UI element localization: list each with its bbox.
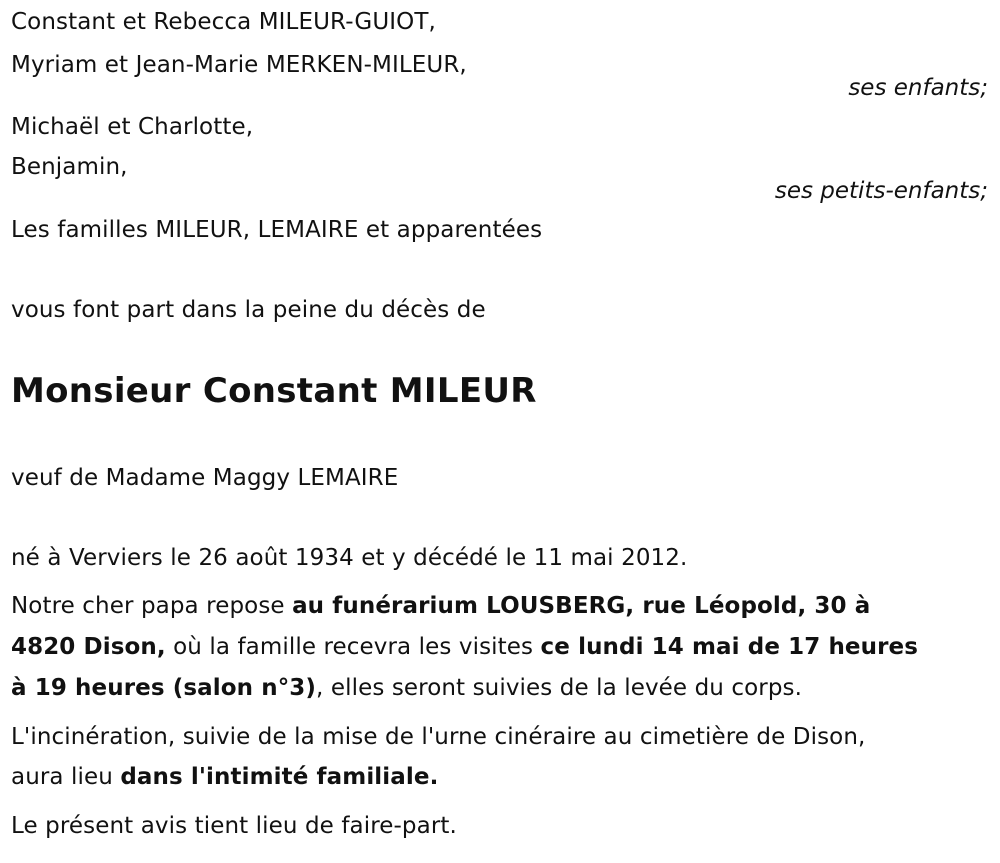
children-line-1: Constant et Rebecca MILEUR-GUIOT, (11, 9, 436, 35)
children-role: ses enfants; (848, 75, 988, 101)
visitation-text: Notre cher papa repose (11, 593, 293, 619)
cremation-line-2 (11, 763, 438, 792)
visitation-text: , elles seront suivies de la levée du corps. (316, 675, 803, 701)
children-line-2: Myriam et Jean-Marie MERKEN-MILEUR, (11, 52, 467, 78)
visitation-date: ce lundi 14 mai de 17 heures (540, 634, 919, 660)
grandchildren-line-2: Benjamin, (11, 154, 128, 180)
deceased-name: Monsieur Constant MILEUR (11, 371, 537, 411)
funeral-home-city: 4820 Dison, (11, 634, 166, 660)
birth-death-line: né à Verviers le 26 août 1934 et y décédé le 11 mai 2012. (11, 545, 688, 571)
visitation-line-1 (11, 592, 870, 621)
visitation-line-3 (11, 674, 802, 703)
visitation-text: où la famille recevra les visites (165, 634, 541, 660)
grandchildren-role: ses petits-enfants; (774, 178, 988, 204)
cremation-line-1: L'incinération, suivie de la mise de l'urne cinéraire au cimetière de Dison, (11, 724, 866, 750)
funeral-home: au funérarium LOUSBERG, rue Léopold, 30 à (292, 593, 871, 619)
closing-line: Le présent avis tient lieu de faire-part. (11, 813, 457, 839)
grandchildren-line-1: Michaël et Charlotte, (11, 114, 254, 140)
announcement: vous font part dans la peine du décès de (11, 297, 486, 323)
visitation-line-2 (11, 633, 918, 662)
cremation-privacy: dans l'intimité familiale. (120, 764, 439, 790)
visitation-time: à 19 heures (salon n°3) (11, 675, 317, 701)
families-line: Les familles MILEUR, LEMAIRE et apparentées (11, 217, 543, 243)
widower-line: veuf de Madame Maggy LEMAIRE (11, 465, 399, 491)
cremation-text: aura lieu (11, 764, 121, 790)
